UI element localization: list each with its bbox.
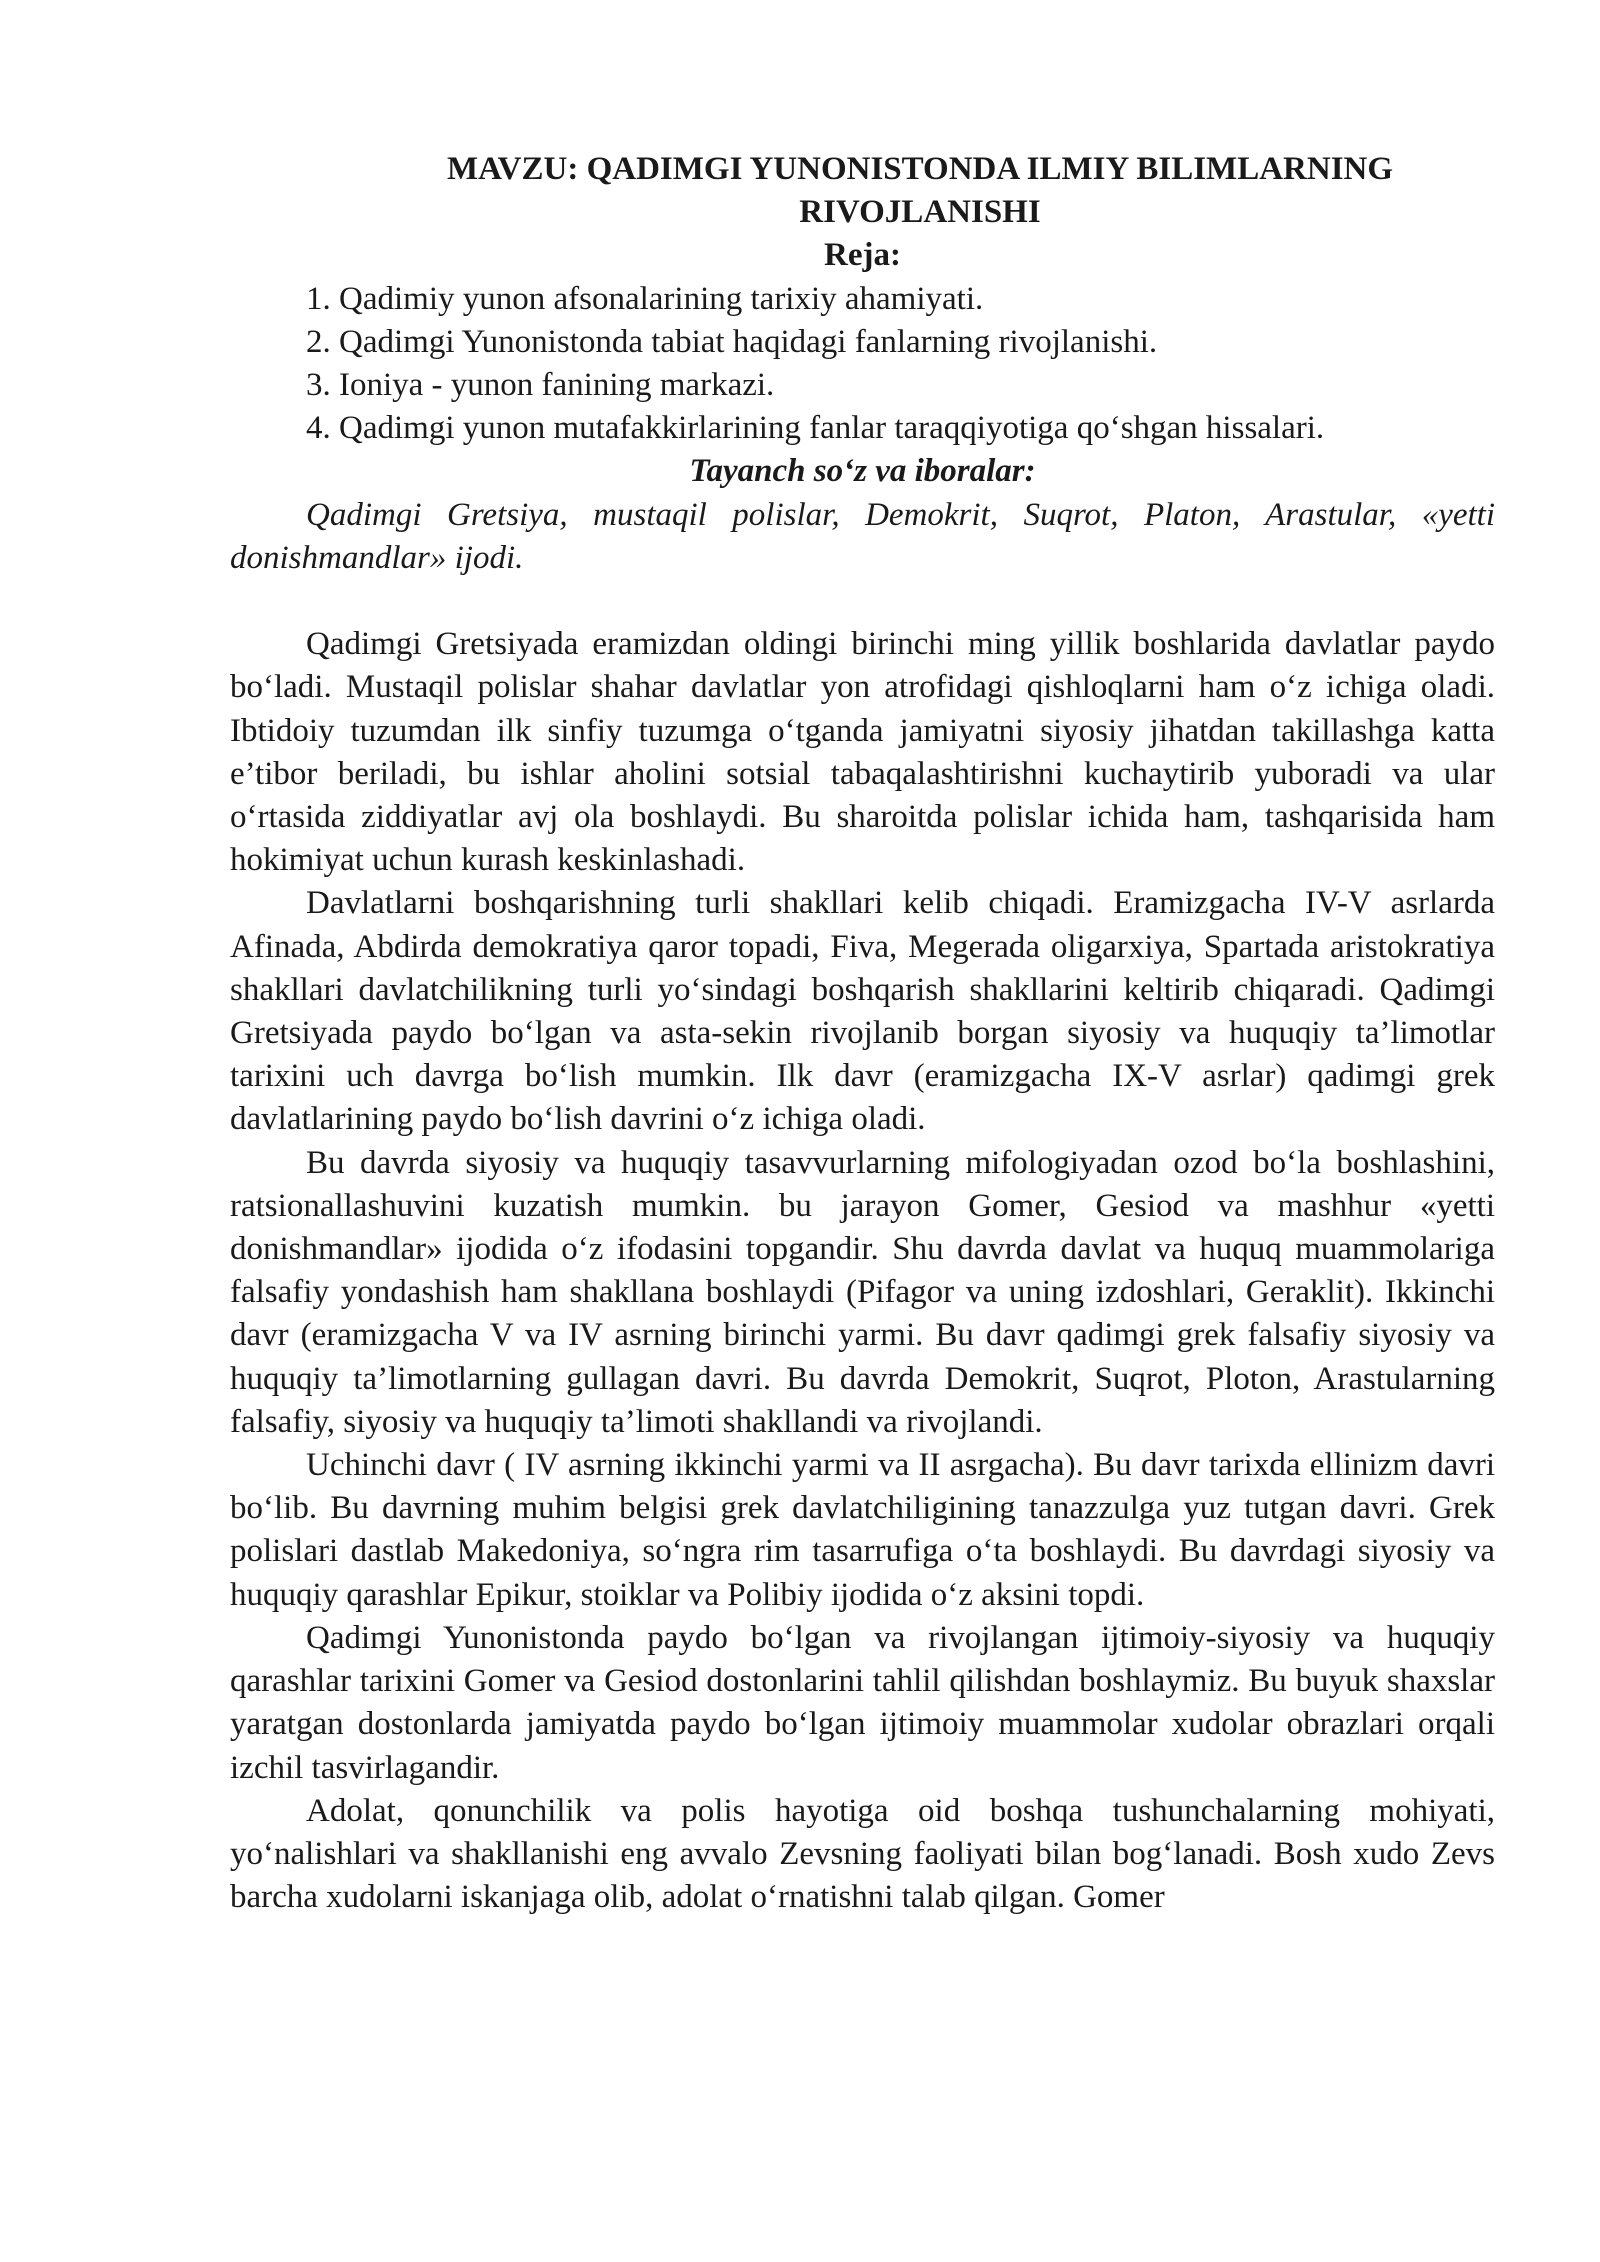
keywords-heading: Tayanch so‘z va iboralar: (689, 453, 1036, 490)
plan-heading: Reja: (824, 237, 901, 274)
plan-list (230, 278, 1495, 451)
document-page (230, 148, 1495, 1919)
plan-item: 1. Qadimiy yunon afsonalarining tarixiy ahamiyati. (306, 280, 984, 317)
body-paragraph: Adolat, qonunchilik va polis hayotiga oid boshqa tushunchalarning mohiyati, yo‘nalishlari va shakllanishi eng avvalo Zevsning faoliyati bilan bog‘lanadi. Bosh xudo Zevs barcha xudolarni iskanjaga olib, adolat o‘rnatishni talab qilgan. Gomer (230, 1792, 1495, 1916)
document-title: MAVZU: QADIMGI YUNONISTONDA ILMIY BILIMLARNING RIVOJLANISHI (446, 151, 1394, 231)
blank-line (230, 580, 1495, 623)
body-paragraph: Qadimgi Gretsiyada eramizdan oldingi birinchi ming yillik boshlarida davlatlar paydo bo‘ladi. Mustaqil polislar shahar davlatlar yon atrofidagi qishloqlarni ham o‘z ichiga oladi. Ibtidoiy tuzumdan ilk sinfiy tuzumga o‘tganda jamiyatni siyosiy jihatdan takillashga katta e’tibor beriladi, bu ishlar aholini sotsial tabaqalashtirishni kuchaytirib yuboradi va ular o‘rtasida ziddiyatlar avj ola boshlaydi. Bu sharoitda polislar ichida ham, tashqarisida ham hokimiyat uchun kurash keskinlashadi. (230, 626, 1495, 879)
plan-item: 3. Ioniya - yunon fanining markazi. (306, 367, 775, 404)
keywords-text: Qadimgi Gretsiya, mustaqil polislar, Demokrit, Suqrot, Platon, Arastular, «yetti donishmandlar» ijodi. (230, 496, 1495, 576)
plan-item: 4. Qadimgi yunon mutafakkirlarining fanlar taraqqiyotiga qo‘shgan hissalari. (306, 410, 1325, 447)
plan-item: 2. Qadimgi Yunonistonda tabiat haqidagi fanlarning rivojlanishi. (306, 323, 1158, 360)
body-paragraph: Davlatlarni boshqarishning turli shakllari kelib chiqadi. Eramizgacha IV-V asrlarda Afinada, Abdirda demokratiya qaror topadi, Fiva, Megerada oligarxiya, Spartada aristokratiya shakllari davlatchilikning turli yo‘sindagi boshqarish shakllarini keltirib chiqaradi. Qadimgi Gretsiyada paydo bo‘lgan va asta-sekin rivojlanib borgan siyosiy va huquqiy ta’limotlar tarixini uch davrga bo‘lish mumkin. Ilk davr (eramizgacha IX-V asrlar) qadimgi grek davlatlarining paydo bo‘lish davrini o‘z ichiga oladi. (230, 885, 1495, 1138)
body-paragraph: Qadimgi Yunonistonda paydo bo‘lgan va rivojlangan ijtimoiy-siyosiy va huquqiy qarashlar tarixini Gomer va Gesiod dostonlarini tahlil qilishdan boshlaymiz. Bu buyuk shaxslar yaratgan dostonlarda jamiyatda paydo bo‘lgan ijtimoiy muammolar xudolar obrazlari orqali izchil tasvirlagandir. (230, 1619, 1495, 1786)
body-paragraph: Uchinchi davr ( IV asrning ikkinchi yarmi va II asrgacha). Bu davr tarixda ellinizm davri bo‘lib. Bu davrning muhim belgisi grek davlatchiligining tanazzulga yuz tutgan davri. Grek polislari dastlab Makedoniya, so‘ngra rim tasarrufiga o‘ta boshlaydi. Bu davrdagi siyosiy va huquqiy qarashlar Epikur, stoiklar va Polibiy ijodida o‘z aksini topdi. (230, 1447, 1495, 1613)
body-paragraph: Bu davrda siyosiy va huquqiy tasavvurlarning mifologiyadan ozod bo‘la boshlashini, ratsionallashuvini kuzatish mumkin. bu jarayon Gomer, Gesiod va mashhur «yetti donishmandlar» ijodida o‘z ifodasini topgandir. Shu davrda davlat va huquq muammolariga falsafiy yondashish ham shakllana boshlaydi (Pifagor va uning izdoshlari, Geraklit). Ikkinchi davr (eramizgacha V va IV asrning birinchi yarmi. Bu davr qadimgi grek falsafiy siyosiy va huquqiy ta’limotlarning gullagan davri. Bu davrda Demokrit, Suqrot, Ploton, Arastularning falsafiy, siyosiy va huquqiy ta’limoti shakllandi va rivojlandi. (230, 1144, 1495, 1440)
